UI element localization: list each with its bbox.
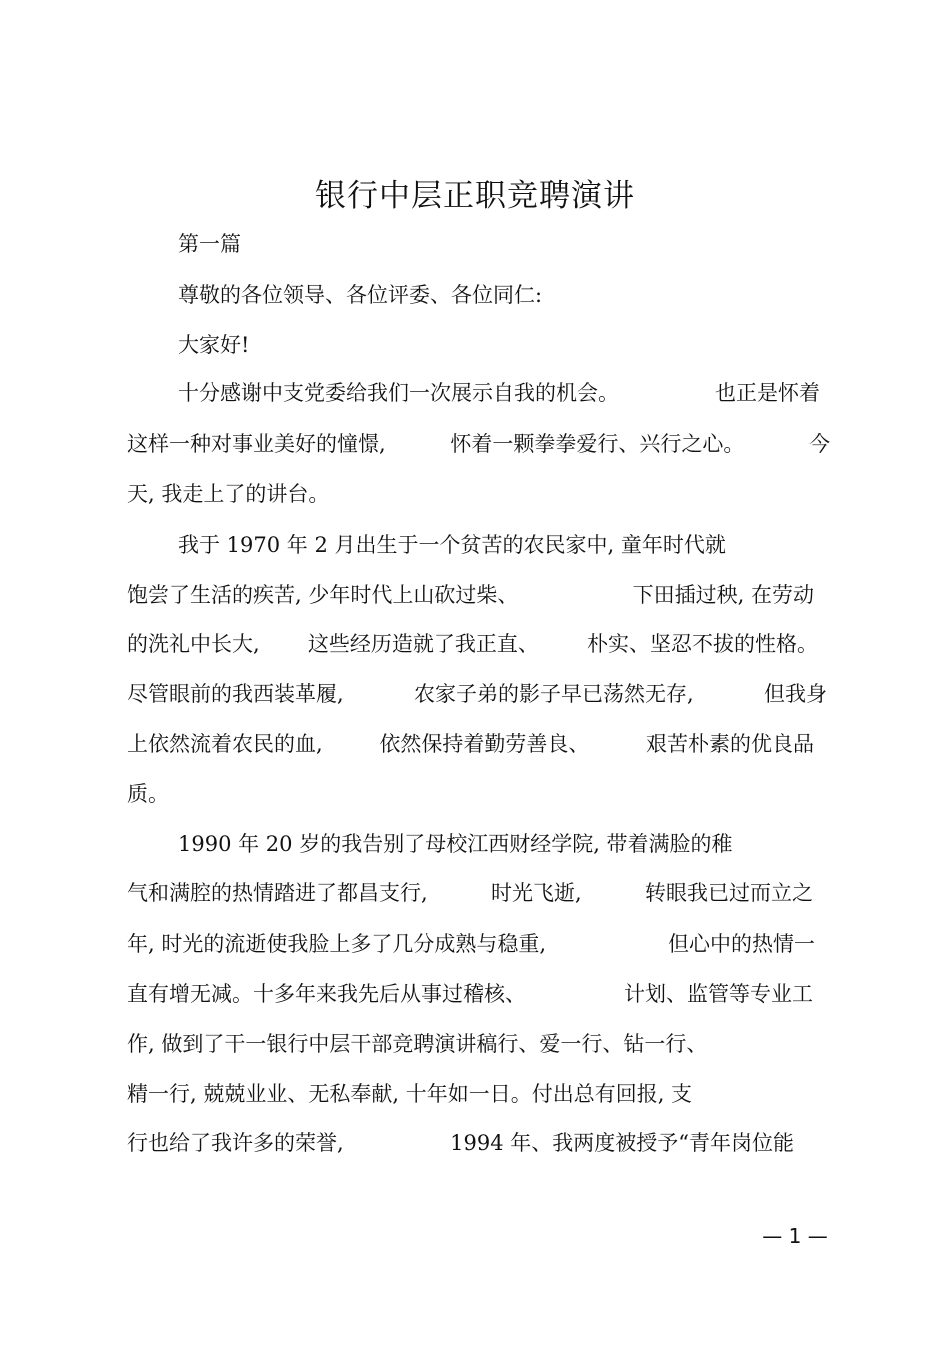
text-segment: 直有增无减。十多年来我先后从事过稽核、 [127, 982, 526, 1006]
text-segment: 怀着一颗拳拳爱行、兴行之心。 [450, 432, 745, 456]
body-line [127, 979, 813, 1009]
salutation: 尊敬的各位领导、各位评委、各位同仁: [178, 283, 543, 307]
text-segment: 但心中的热情一 [668, 932, 815, 956]
body-line [127, 580, 814, 610]
text-segment: 下田插过秧, 在劳动 [632, 583, 814, 607]
text-segment: 朴实、坚忍不拔的性格。 [587, 632, 818, 656]
body-line: 1990 年 20 岁的我告别了母校江西财经学院, 带着满脸的稚 [178, 832, 733, 856]
body-line: 我于 1970 年 2 月出生于一个贫苦的农民家中, 童年时代就 [178, 533, 726, 557]
body-line [127, 629, 818, 659]
body-line: 精一行, 兢兢业业、无私奉献, 十年如一日。付出总有回报, 支 [127, 1082, 693, 1106]
body-line [127, 429, 830, 459]
greeting: 大家好! [178, 333, 250, 357]
page-number: — 1 — [762, 1224, 828, 1248]
text-segment: 计划、监管等专业工 [624, 982, 813, 1006]
text-segment: 饱尝了生活的疾苦, 少年时代上山砍过柴、 [127, 583, 519, 607]
text-segment: 尽管眼前的我西装革履, [127, 682, 344, 706]
body-line [127, 929, 815, 959]
text-segment: 今 [809, 432, 830, 456]
text-segment: 上依然流着农民的血, [127, 732, 323, 756]
text-segment: 行也给了我许多的荣誉, [127, 1131, 344, 1155]
text-segment: 依然保持着勤劳善良、 [379, 732, 590, 756]
body-line: 作, 做到了干一银行中层干部竞聘演讲稿行、爱一行、钻一行、 [127, 1032, 708, 1056]
body-line [127, 1128, 794, 1158]
text-segment: 农家子弟的影子早已荡然无存, [414, 682, 694, 706]
text-segment: 时光飞逝, [491, 881, 582, 905]
document-title: 银行中层正职竞聘演讲 [315, 178, 635, 214]
text-segment: 这些经历造就了我正直、 [307, 632, 539, 656]
body-line: 天, 我走上了的讲台。 [127, 482, 330, 506]
text-segment: 这样一种对事业美好的憧憬, [127, 432, 386, 456]
text-segment: 艰苦朴素的优良品 [646, 732, 814, 756]
text-segment: 的洗礼中长大, [127, 632, 260, 656]
text-segment: 1994 年、我两度被授予“青年岗位能 [450, 1131, 794, 1155]
text-segment: 但我身 [764, 682, 827, 706]
body-line [127, 729, 814, 759]
body-line [127, 679, 827, 709]
text-segment: 也正是怀着 [715, 381, 820, 405]
body-line: 质。 [127, 782, 169, 806]
text-segment: 转眼我已过而立之 [645, 881, 813, 905]
text-segment: 气和满腔的热情踏进了都昌支行, [127, 881, 428, 905]
text-segment: 年, 时光的流逝使我脸上多了几分成熟与稳重, [127, 932, 547, 956]
body-line [178, 378, 820, 408]
body-line [127, 878, 813, 908]
section-label: 第一篇 [178, 232, 241, 256]
text-segment: 十分感谢中支党委给我们一次展示自我的机会。 [178, 381, 619, 405]
